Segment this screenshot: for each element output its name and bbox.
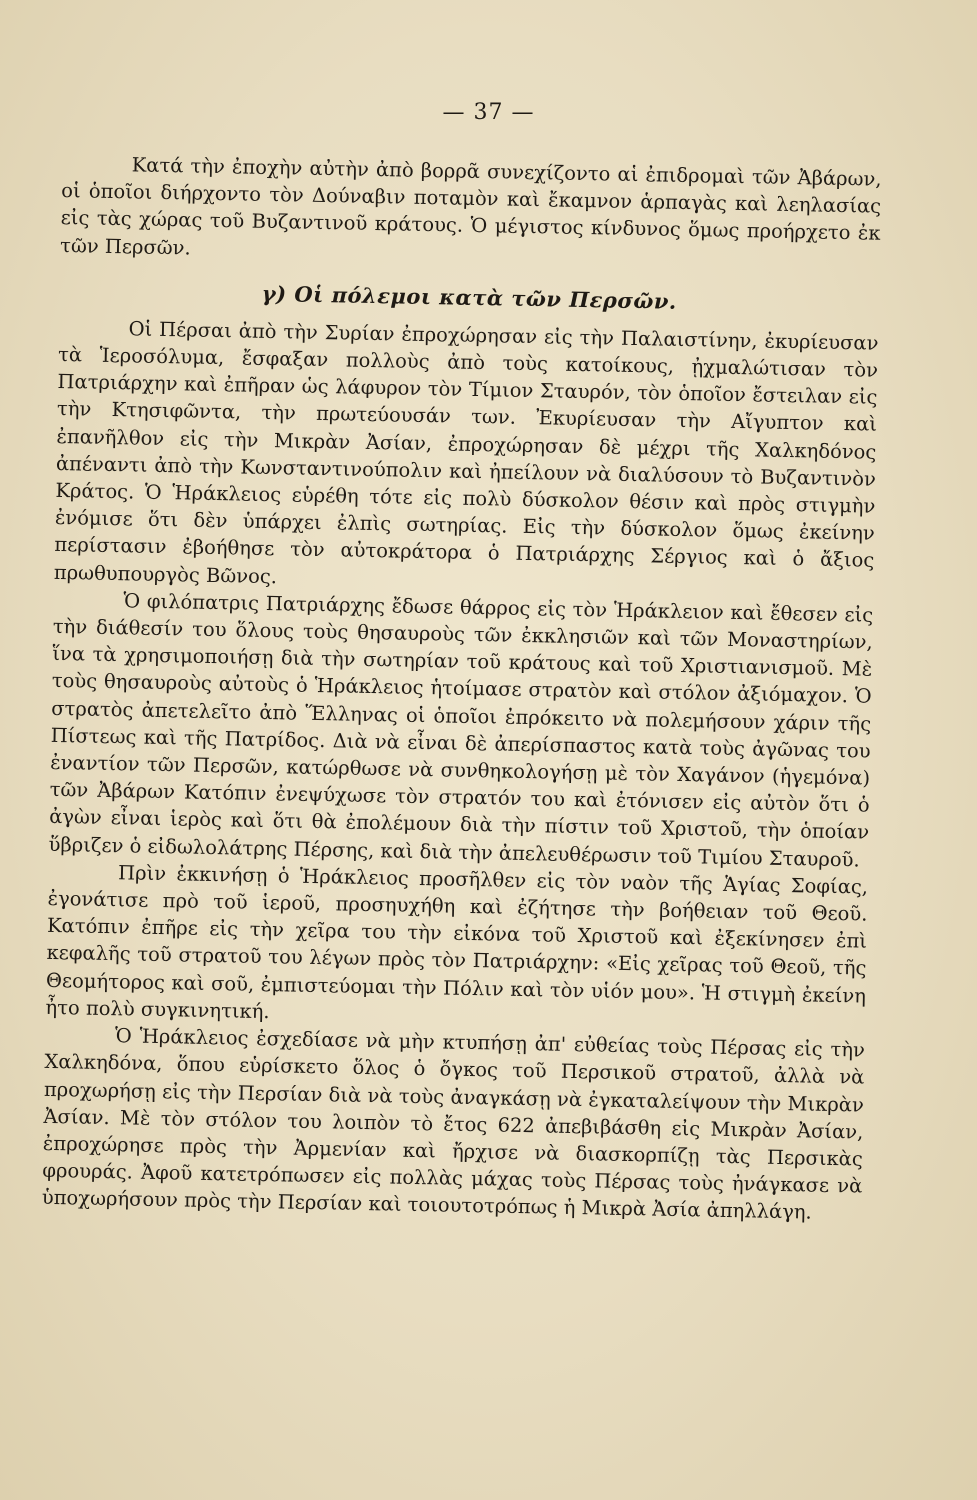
paragraph-departure: Πρὶν ἐκκινήσῃ ὁ Ἡράκλειος προσῆλθεν εἰς τὸν ναὸν τῆς Ἁγίας Σοφίας, ἐγονάτισε πρὸ τοῦ ἱεροῦ, προσηυχήθη καὶ ἐζήτησε τὴν βοήθειαν τοῦ Θεοῦ. Κατόπιν ἐπῆρε εἰς τὴν χεῖρα του τὴν εἰκόνα τοῦ Χριστοῦ καὶ ἐξεκίνησεν ἐπὶ κεφαλῆς τοῦ στρατοῦ του λέγων πρὸς τὸν Πατριάρχην: «Εἰς χεῖρας τοῦ Θεοῦ, τῆς Θεομήτορος καὶ σοῦ, ἐμπιστεύομαι τὴν Πόλιν καὶ τὸν υἱόν μου». Ἡ στιγμὴ ἐκείνη ἦτο πολὺ συγκινητική. [45,861,869,1024]
paragraph-persian-invasion: Οἱ Πέρσαι ἀπὸ τὴν Συρίαν ἐπροχώρησαν εἰς τὴν Παλαιστίνην, ἐκυρίευσαν τὰ Ἱεροσόλυμα, ἔσφαξαν πολλοὺς ἀπὸ τοὺς κατοίκους, ᾐχμαλώτισαν τὸν Πατριάρχην καὶ ἐπῆραν ὡς λάφυρον τὸν Τίμιον Σταυρόν, τὸν ὁποῖον ἔστειλαν εἰς τὴν Κτησιφῶντα, τὴν πρωτεύουσάν των. Ἐκυρίευσαν τὴν Αἴγυπτον καὶ ἐπανῆλθον εἰς τὴν Μικρὰν Ἀσίαν, ἐπροχώρησαν δὲ μέχρι τῆς Χαλκηδόνος ἀπέναντι ἀπὸ τὴν Κωνσταντινούπολιν καὶ ἠπείλουν νὰ διαλύσουν τὸ Βυζαντινὸν Κράτος. Ὁ Ἡράκλειος εὑρέθη τότε εἰς πολὺ δύσκολον θέσιν καὶ πρὸς στιγμὴν ἐνόμισε ὅτι δὲν ὑπάρχει ἐλπὶς σωτηρίας. Εἰς τὴν δύσκολον ὅμως ἐκείνην περίστασιν ἐβοήθησε τὸν αὐτοκράτορα ὁ Πατριάρχης Σέργιος καὶ ὁ ἄξιος πρωθυπουργὸς Βῶνος. [53,317,879,588]
paragraph-patriarch-support: Ὁ φιλόπατρις Πατριάρχης ἔδωσε θάρρος εἰς τὸν Ἡράκλειον καὶ ἔθεσεν εἰς τὴν διάθεσίν του ὅλους τοὺς θησαυροὺς τῶν ἐκκλησιῶν καὶ τῶν Μοναστηρίων, ἵνα τὰ χρησιμοποιήσῃ διὰ τὴν σωτηρίαν τοῦ κράτους καὶ τοῦ Χριστιανισμοῦ. Μὲ τοὺς θησαυροὺς αὐτοὺς ὁ Ἡράκλειος ἡτοίμασε στρατὸν καὶ στόλον ἀξιόμαχον. Ὁ στρατὸς ἀπετελεῖτο ἀπὸ Ἕλληνας οἱ ὁποῖοι ἐπρόκειτο νὰ πολεμήσουν χάριν τῆς Πίστεως καὶ τῆς Πατρίδος. Διὰ νὰ εἶναι δὲ ἀπερίσπαστος κατὰ τοὺς ἀγῶνας του ἐναντίον τῶν Περσῶν, κατώρθωσε νὰ συνθηκολογήσῃ μὲ τὸν Χαγάνον (ἡγεμόνα) τῶν Ἀβάρων Κατόπιν ἐνεψύχωσε τὸν στρατόν του καὶ ἐτόνισεν εἰς αὐτὸν ὅτι ὁ ἀγὼν εἶναι ἱερὸς καὶ ὅτι θὰ ἐπολέμουν διὰ τὴν πίστιν τοῦ Χριστοῦ, τὴν ὁποίαν ὕβριζεν ὁ εἰδωλολάτρης Πέρσης, καὶ διὰ τὴν ἀπελευθέρωσιν τοῦ Τιμίου Σταυροῦ. [48,589,874,872]
page-text [42,150,882,1227]
section-heading: γ) Οἱ πόλεμοι κατὰ τῶν Περσῶν. [261,280,677,314]
intro-paragraph: Κατά τὴν ἐποχὴν αὐτὴν ἀπὸ βορρᾶ συνεχίζοντο αἱ ἐπιδρομαὶ τῶν Ἀβάρων, οἱ ὁποῖοι διήρχοντο τὸν Δούναβιν ποταμὸν καὶ ἔκαμνον ἁρπαγὰς καὶ λεηλασίας εἰς τὰς χώρας τοῦ Βυζαντινοῦ κράτους. Ὁ μέγιστος κίνδυνος ὅμως προήρχετο ἐκ τῶν Περσῶν. [59,153,882,260]
paragraph-campaign: Ὁ Ἡράκλειος ἐσχεδίασε νὰ μὴν κτυπήσῃ ἀπ' εὐθείας τοὺς Πέρσας εἰς τὴν Χαλκηδόνα, ὅπου εὑρίσκετο ὅλος ὁ ὄγκος τοῦ Περσικοῦ στρατοῦ, ἀλλὰ νὰ προχωρήσῃ εἰς τὴν Περσίαν διὰ νὰ τοὺς ἀναγκάσῃ νὰ ἐγκαταλείψουν τὴν Μικρὰν Ἀσίαν. Μὲ τὸν στόλον του λοιπὸν τὸ ἔτος 622 ἀπεβιβάσθη εἰς Μικρὰν Ἀσίαν, ἐπροχώρησε πρὸς τὴν Ἀρμενίαν καὶ ἤρχισε νὰ διασκορπίζῃ τὰς Περσικὰς φρουράς. Ἀφοῦ κατετρόπωσεν εἰς πολλὰς μάχας τοὺς Πέρσας τοὺς ἠνάγκασε νὰ ὑποχωρήσουν πρὸς τὴν Περσίαν καὶ τοιουτοτρόπως ἡ Μικρὰ Ἀσία ἀπηλλάγη. [41,1024,866,1224]
page-number: — 37 — [442,100,535,125]
